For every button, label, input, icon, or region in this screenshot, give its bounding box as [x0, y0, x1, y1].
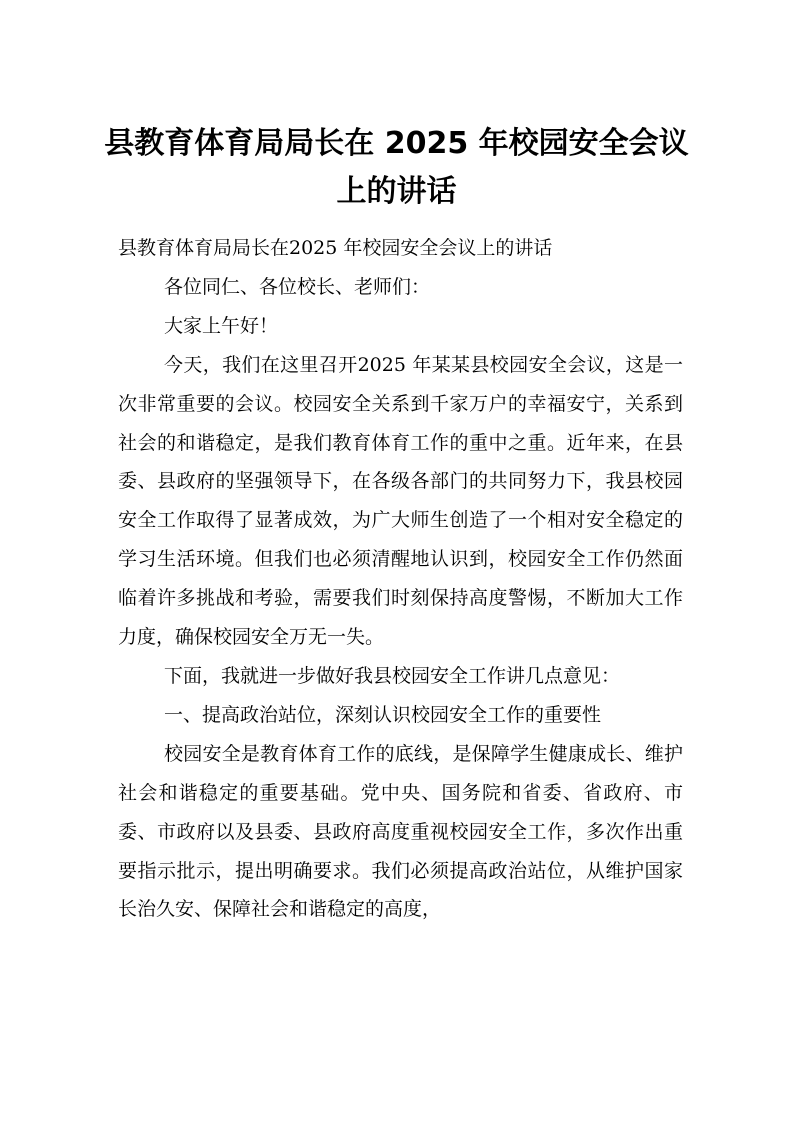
greeting: 大家上午好！: [164, 314, 279, 337]
salutation: 各位同仁、各位校长、老师们：: [164, 275, 431, 298]
document-title-line-2: 上的讲话: [336, 174, 457, 209]
document-body: [118, 229, 683, 929]
body-heading-line: 县教育体育局局长在2025 年校园安全会议上的讲话: [118, 237, 553, 259]
section-heading-1: 一、提高政治站位，深刻认识校园安全工作的重要性: [164, 703, 602, 726]
paragraph-section-1: 校园安全是教育体育工作的底线，是保障学生健康成长、维护社会和谐稳定的重要基础。党中央、国务院和省委、省政府、市委、市政府以及县委、县政府高度重视校园安全工作，多次作出重要指示批示，提出明确要求。我们必须提高政治站位，从维护国家长治久安、保障社会和谐稳定的高度，: [118, 742, 683, 921]
paragraph-transition: 下面，我就进一步做好我县校园安全工作讲几点意见：: [164, 664, 621, 687]
paragraph-introduction: 今天，我们在这里召开2025 年某某县校园安全会议，这是一次非常重要的会议。校园安全关系到千家万户的幸福安宁，关系到社会的和谐稳定，是我们教育体育工作的重中之重。近年来，在县委、县政府的坚强领导下，在各级各部门的共同努力下，我县校园安全工作取得了显著成效，为广大师生创造了一个相对安全稳定的学习生活环境。但我们也必须清醒地认识到，校园安全工作仍然面临着许多挑战和考验，需要我们时刻保持高度警惕，不断加大工作力度，确保校园安全万无一失。: [118, 353, 683, 649]
document-title-line-1: 县教育体育局局长在 2025 年校园安全会议: [104, 126, 689, 161]
